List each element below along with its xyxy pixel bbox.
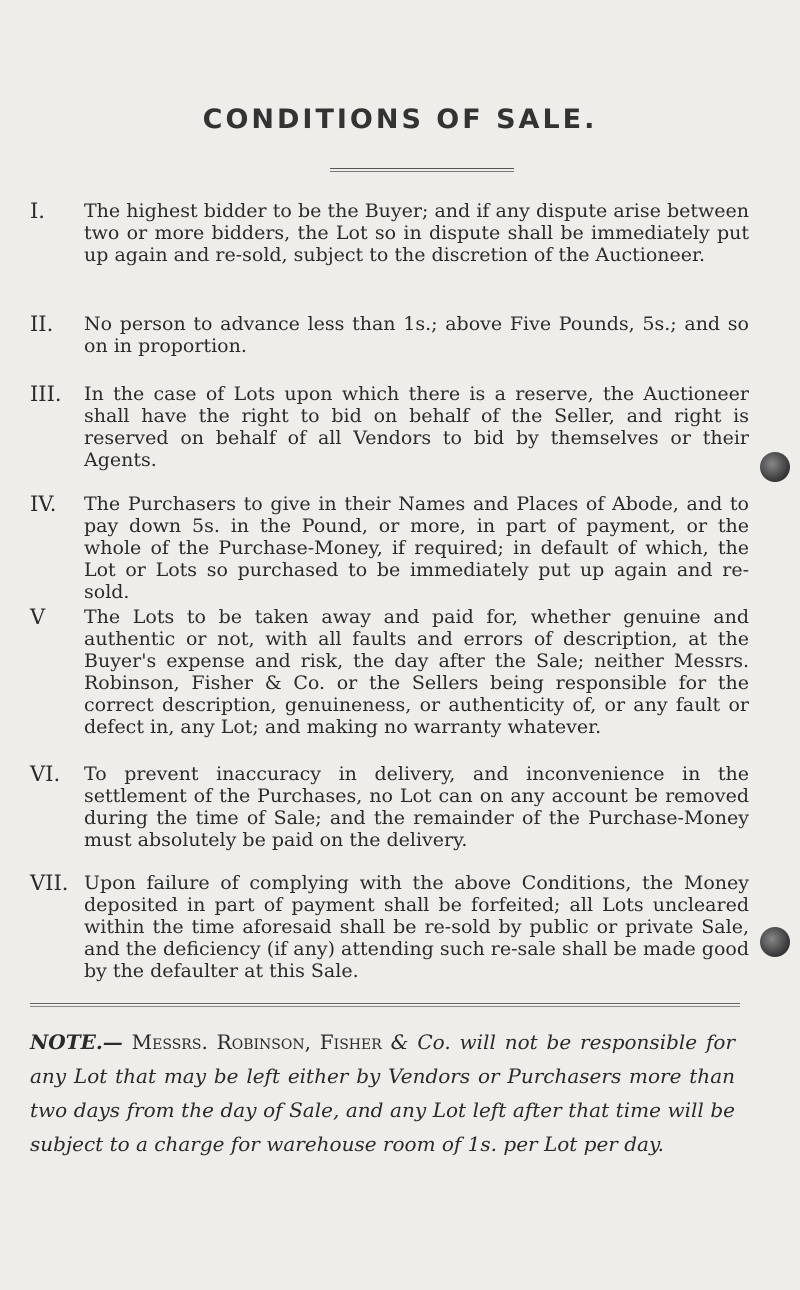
condition-number: VII. [30, 871, 69, 895]
condition-text: The Lots to be taken away and paid for, whether genuine and authentic or not, with all faults and errors of description, at the Buyer's expense and risk, the day after the Sale; neither Messrs. Robinson, Fisher & Co. or the Sellers being responsible for the correct description, genuineness, or authenticity of, or any fault or defect in, any Lot; and making no warranty whatever. [84, 606, 749, 738]
title-divider [330, 168, 514, 172]
condition-number: V [30, 605, 46, 629]
condition-number: II. [30, 312, 54, 336]
condition-number: I. [30, 199, 45, 223]
binding-hole-mark [760, 452, 790, 482]
section-divider [30, 1003, 740, 1007]
page-title: CONDITIONS OF SALE. [202, 104, 598, 135]
note-firm-name: Messrs. Robinson, Fisher [131, 1030, 382, 1054]
condition-text: The Purchasers to give in their Names and Places of Abode, and to pay down 5s. in the Pound, or more, in part of payment, or the whole of the Purchase-Money, if required; in default of which, the Lot or Lots so purchased to be immediately put up again and re-sold. [84, 493, 749, 603]
binding-hole-mark [760, 927, 790, 957]
condition-number: III. [30, 382, 62, 406]
condition-text: Upon failure of complying with the above Conditions, the Money deposited in part of payment shall be forfeited; all Lots uncleared within the time aforesaid shall be re-sold by public or private Sale, and the deficiency (if any) attending such re-sale shall be made good by the defaulter at this Sale. [84, 872, 749, 982]
condition-text: To prevent inaccuracy in delivery, and inconvenience in the settlement of the Purchases, no Lot can on any account be removed during the time of Sale; and the remainder of the Purchase-Money must absolutely be paid on the delivery. [84, 763, 749, 851]
condition-number: IV. [30, 492, 57, 516]
footnote [30, 1025, 735, 1161]
condition-text: The highest bidder to be the Buyer; and if any dispute arise between two or more bidders, the Lot so in dispute shall be immediately put up again and re-sold, subject to the discretion of the Auctioneer. [84, 200, 749, 266]
condition-number: VI. [30, 762, 61, 786]
condition-text: In the case of Lots upon which there is a reserve, the Auctioneer shall have the right to bid on behalf of the Seller, and right is reserved on behalf of all Vendors to bid by themselves or their Agents. [84, 383, 749, 471]
note-lead: NOTE.— [30, 1030, 123, 1054]
condition-text: No person to advance less than 1s.; above Five Pounds, 5s.; and so on in proportion. [84, 313, 749, 357]
note-text: & Co. will not be responsible for any Lot that may be left either by Vendors or Purchasers more than two days from the day of Sale, and any Lot left after that time will be subject to a charge for warehouse room of 1s. per Lot per day. [30, 1030, 735, 1156]
